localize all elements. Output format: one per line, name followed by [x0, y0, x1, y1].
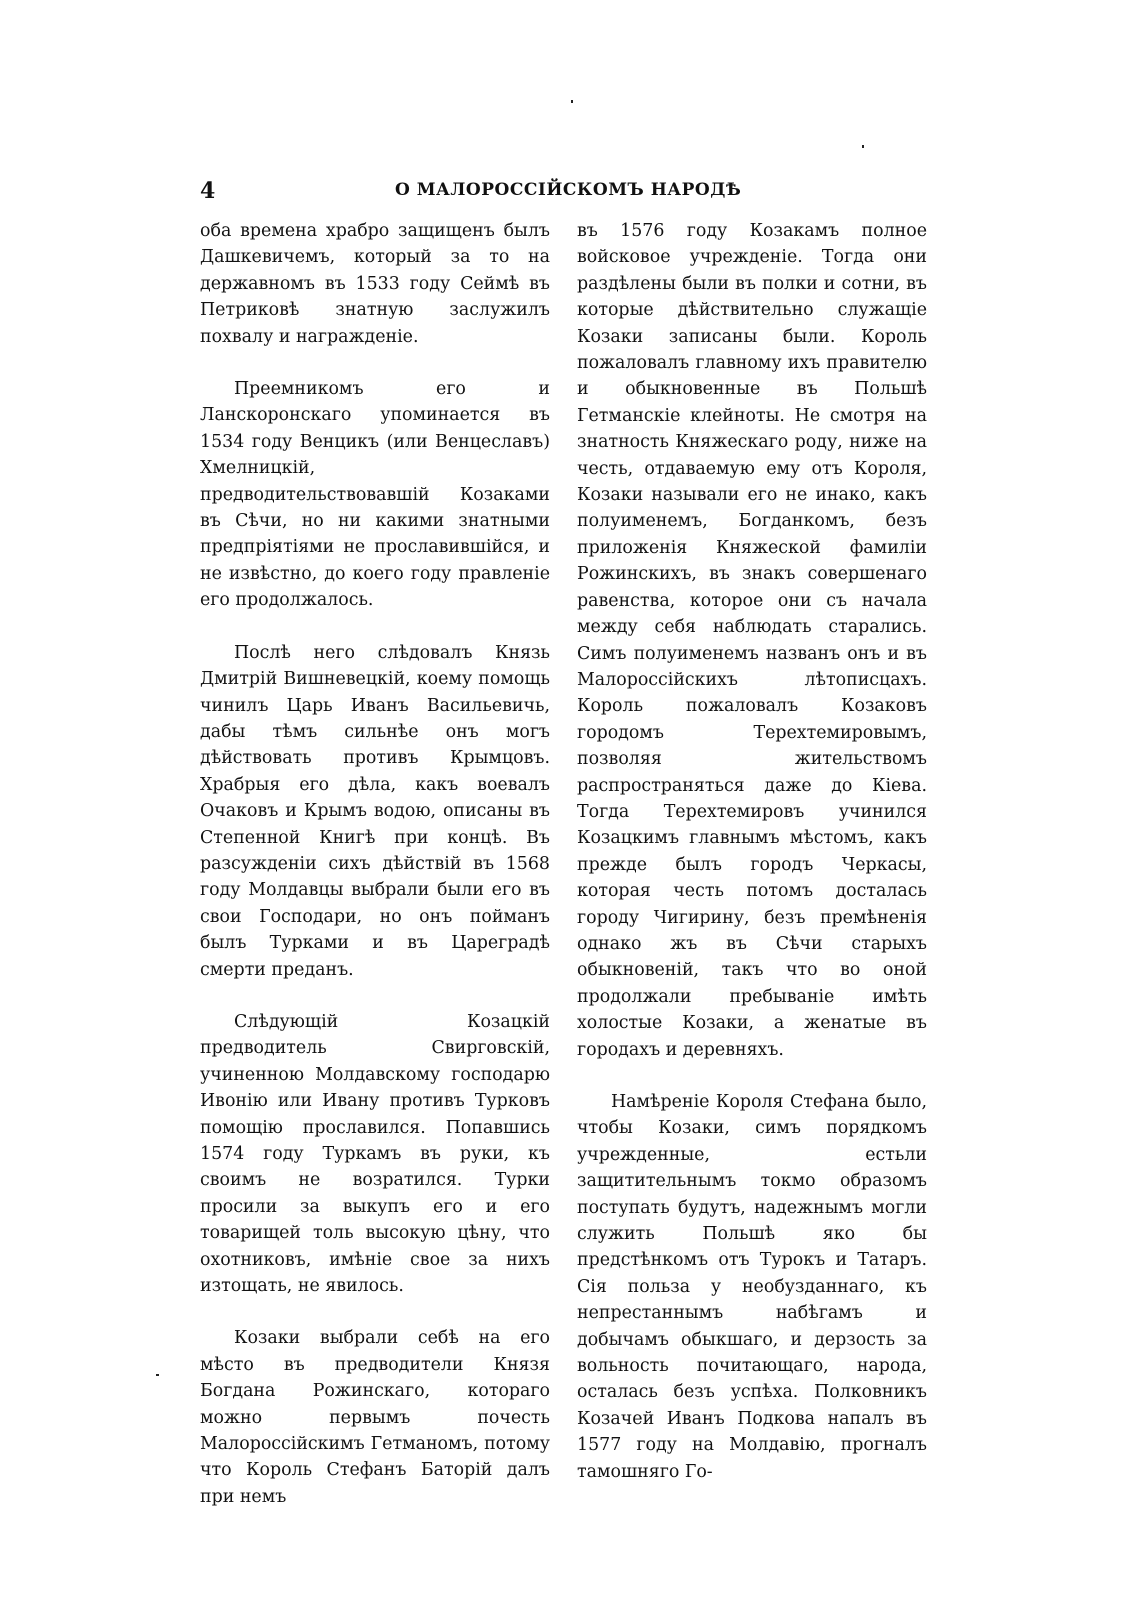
paragraph-left-5: Козаки выбрали себѣ на его мѣсто въ предводители Князя Богдана Рожинскаго, котораго можно первымъ почесть Малороссійскимъ Гетманомъ, потому что Король Стефанъ Баторій далъ при немъ — [200, 1328, 550, 1507]
scan-speck — [862, 145, 864, 148]
right-column — [577, 218, 927, 1511]
paragraph-right-1: въ 1576 году Козакамъ полное войсковое учрежденіе. Тогда они раздѣлены были въ полки и сотни, въ которые дѣйствительно служащіе Козаки записаны были. Король пожаловалъ главному ихъ правителю и обыкновенные въ Польшѣ Гетманскіе клейноты. Не смотря на знатность Княжескаго роду, ниже на честь, отдаваемую ему отъ Короля, Козаки называли его не инако, какъ полуименемъ, Богданкомъ, безъ приложенія Княжеской фамиліи Рожинскихъ, въ знакъ совершенаго равенства, которое они съ начала между себя наблюдать старались. Симъ полуименемъ названъ онъ и въ Малороссійскихъ лѣтописцахъ. Король пожаловалъ Козаковъ городомъ Терехтемировымъ, позволяя жительствомъ распространяться даже до Кіева. Тогда Терехтемировъ учинился Козацкимъ главнымъ мѣстомъ, какъ прежде былъ городъ Черкасы, которая честь потомъ досталась городу Чигирину, безъ премѣненія однако жъ въ Сѣчи старыхъ обыкновеній, такъ что во оной продолжали пребываніе имѣть холостые Козаки, а женатые въ городахъ и деревняхъ. — [577, 221, 927, 1060]
paragraph-right-2: Намѣреніе Короля Стефана было, чтобы Козаки, симъ порядкомъ учрежденные, естьли защитительнымъ токмо образомъ поступать будутъ, надежнымъ могли служить Польшѣ яко бы предстѣнкомъ отъ Турокъ и Татаръ. Сія польза у необузданнаго, къ непрестаннымъ набѣгамъ и добычамъ обыкшаго, и дерзость за вольность почитающаго, народа, осталась безъ успѣха. Полковникъ Козачей Иванъ Подкова напалъ въ 1577 году на Молдавію, прогналъ тамошняго Го- — [577, 1092, 927, 1482]
scan-speck — [571, 100, 573, 103]
page-number: 4 — [200, 178, 216, 204]
paragraph-left-2: Преемникомъ его и Ланскоронскаго упоминается въ 1534 году Венцикъ (или Венцеславъ) Хмелницкій, предводительствовавшій Козаками въ Сѣчи, но ни какими знатными предпріятіями не прославившійся, и не извѣстно, до коего году правленіе его продолжалось. — [200, 379, 550, 611]
paragraph-left-4: Слѣдующій Козацкій предводитель Свирговскій, учиненною Молдавскому господарю Ивонію или Ивану противъ Турковъ помощію прославился. Попавшись 1574 году Туркамъ въ руки, къ своимъ не возратился. Турки просили за выкупъ его и его товарищей толь высокую цѣну, что охотниковъ, имѣніе свое за нихъ изтощать, не явилось. — [200, 1011, 550, 1297]
scan-speck — [156, 1374, 159, 1376]
paragraph-left-1: оба времена храбро защищенъ былъ Дашкевичемъ, который за то на державномъ въ 1533 году Сеймѣ въ Петриковѣ знатную заслужилъ похвалу и награжденіе. — [200, 221, 550, 347]
left-column — [200, 218, 550, 1536]
paragraph-left-3: Послѣ него слѣдовалъ Князь Дмитрій Вишневецкій, коему помощь чинилъ Царь Иванъ Васильевичь, дабы тѣмъ сильнѣе онъ могъ дѣйствовать противъ Крымцовъ. Храбрыя его дѣла, какъ воевалъ Очаковъ и Крымъ водою, описаны въ Степенной Книгѣ при концѣ. Въ разсужденіи сихъ дѣйствій въ 1568 году Молдавцы выбрали были его въ свои Господари, но онъ пойманъ былъ Турками и въ Цареградѣ смерти преданъ. — [200, 642, 550, 980]
running-title: О МАЛОРОССІЙСКОМЪ НАРОДѢ — [395, 180, 742, 200]
